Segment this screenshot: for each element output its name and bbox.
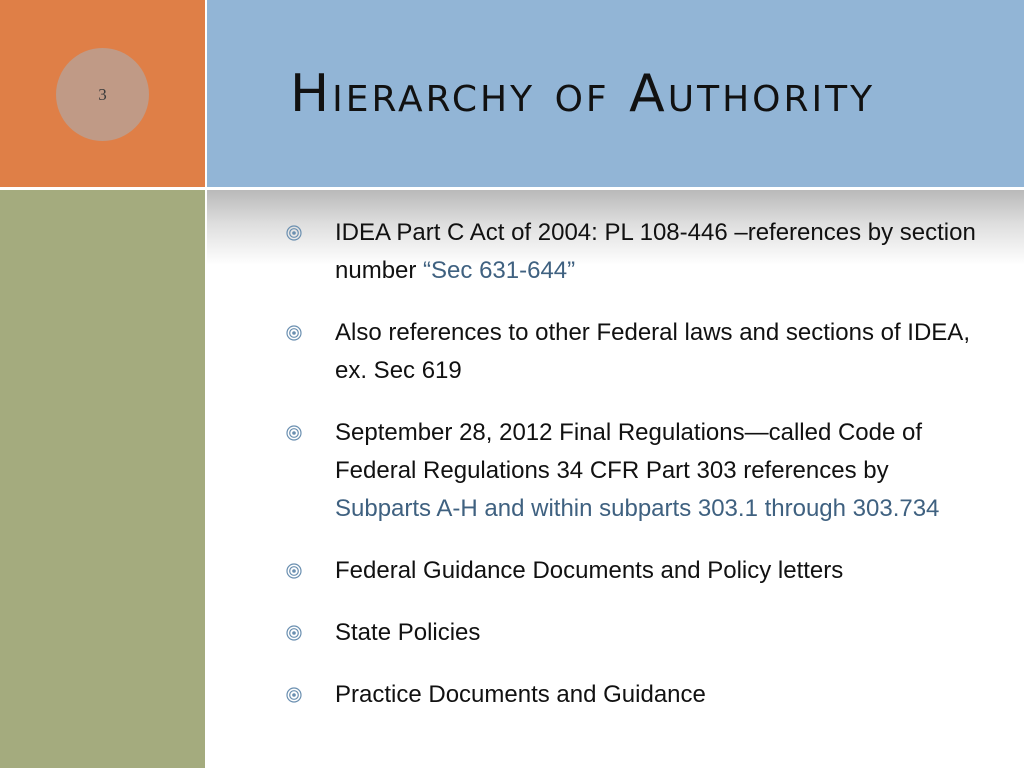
bullet-item — [286, 552, 976, 590]
target-bullet-icon — [286, 225, 302, 241]
bullet-text: Practice Documents and Guidance — [335, 681, 706, 708]
bullet-item — [286, 614, 976, 652]
bullet-text: Also references to other Federal laws and sections of IDEA, ex. Sec 619 — [335, 319, 970, 384]
target-bullet-icon — [286, 425, 302, 441]
bullet-item — [286, 214, 976, 290]
bullet-item — [286, 676, 976, 714]
bullet-highlight: Subparts A-H and within subparts 303.1 through 303.734 — [335, 495, 940, 522]
bullet-text: Federal Guidance Documents and Policy letters — [335, 557, 844, 584]
target-bullet-icon — [286, 687, 302, 703]
side-color-bar — [0, 190, 205, 768]
slide-number: 3 — [98, 84, 107, 104]
bullet-list — [286, 214, 976, 714]
bullet-highlight: “Sec 631-644” — [423, 257, 576, 284]
vertical-divider — [205, 0, 207, 768]
bullet-text: IDEA Part C Act of 2004: PL 108-446 –references by section number — [335, 219, 976, 284]
target-bullet-icon — [286, 325, 302, 341]
bullet-text: State Policies — [335, 619, 481, 646]
slide-title: Hierarchy of Authority — [290, 64, 876, 124]
target-bullet-icon — [286, 625, 302, 641]
slide-number-badge — [56, 48, 149, 141]
bullet-item — [286, 414, 976, 528]
target-bullet-icon — [286, 563, 302, 579]
bullet-text: September 28, 2012 Final Regulations—called Code of Federal Regulations 34 CFR Part 303 references by — [335, 419, 923, 484]
bullet-item — [286, 314, 976, 390]
